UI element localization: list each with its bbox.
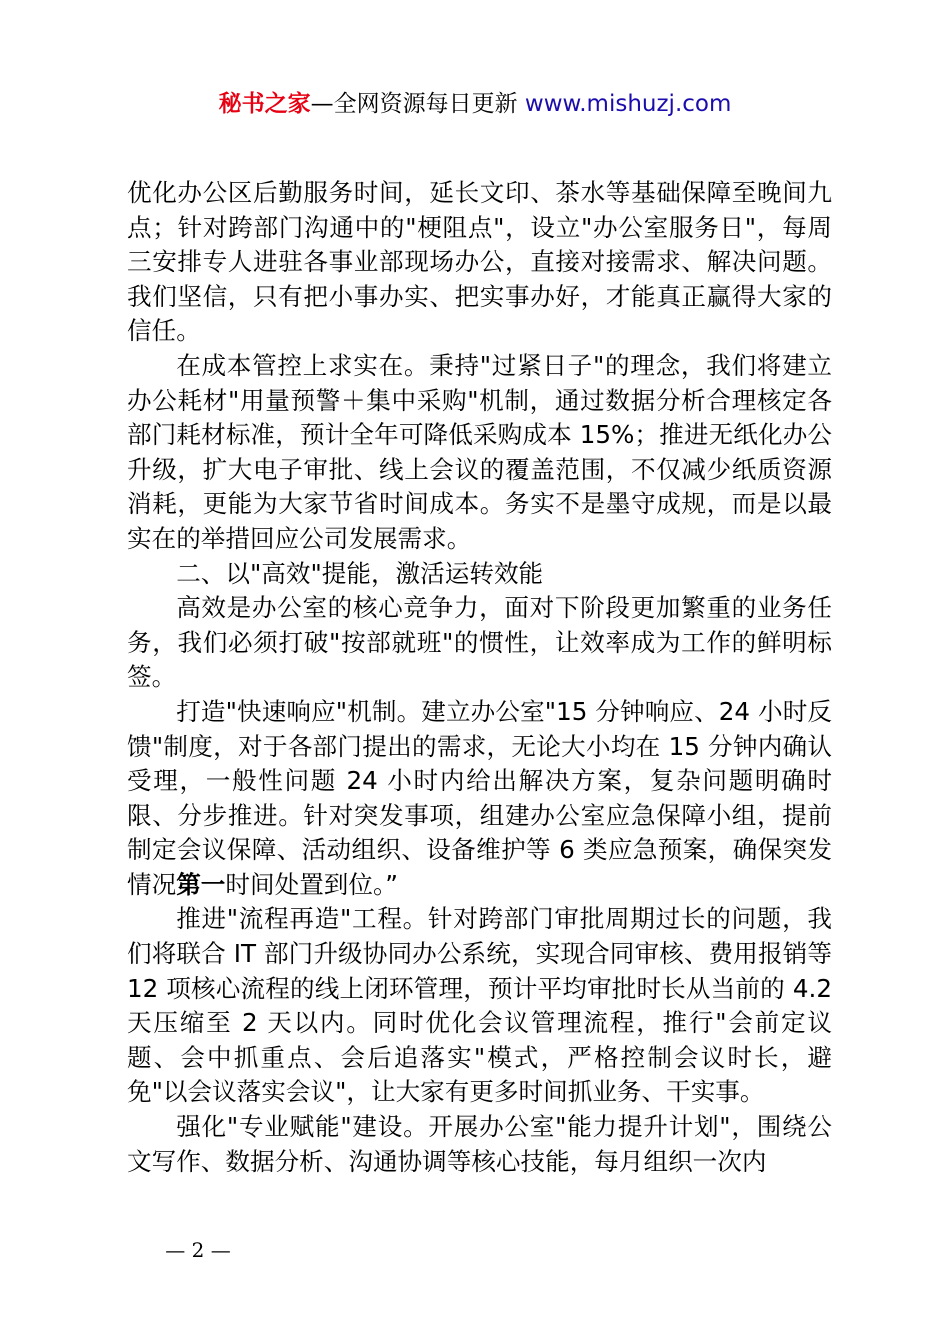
page-number: — 2 — [165,1238,231,1262]
section-heading: 二、以"高效"提能，激活运转效能 [176,558,544,588]
brand-name: 秘书之家 [218,91,311,117]
paragraph-cost-control: 在成本管控上求实在。秉持"过紧日子"的理念，我们将建立办公耗材"用量预警＋集中采购"机制，通过数据分析合理核定各部门耗材标准，预计全年可降低采购成本 15%；推进无纸化办公升级，扩大电子审批、线上会议的覆盖范围，不仅减少纸质资源消耗，更能为大家节省时间成本。务实不是墨守成规，而是以最实在的举措回应公司发展需求。 [127,350,832,553]
document-body [127,176,832,1179]
site-url-link[interactable]: www.mishuzj.com [524,91,732,117]
paragraph-professional-empowerment: 强化"专业赋能"建设。开展办公室"能力提升计划"，围绕公文写作、数据分析、沟通协调等核心技能，每月组织一次内 [127,1112,832,1176]
site-banner [0,88,950,120]
bold-emphasis: 第一 [176,869,226,899]
banner-tagline: —全网资源每日更新 [310,91,518,117]
paragraph-efficiency-intro: 高效是办公室的核心竞争力，面对下阶段更加繁重的业务任务，我们必须打破"按部就班"的惯性，让效率成为工作的鲜明标签。 [127,593,832,692]
paragraph-process-reengineering: 推进"流程再造"工程。针对跨部门审批周期过长的问题，我们将联合 IT 部门升级协同办公系统，实现合同审核、费用报销等 12 项核心流程的线上闭环管理，预计平均审批时长从当前的 4.2 天压缩至 2 天以内。同时优化会议管理流程，推行"会前定议题、会中抓重点、会后追落实"模式，严格控制会议时长，避免"以会议落实会议"，让大家有更多时间抓业务、干实事。 [127,904,832,1107]
paragraph-quick-response [127,695,832,903]
paragraph-continuation: 优化办公区后勤服务时间，延长文印、茶水等基础保障至晚间九点；针对跨部门沟通中的"梗阻点"，设立"办公室服务日"，每周三安排专人进驻各事业部现场办公，直接对接需求、解决问题。我们坚信，只有把小事办实、把实事办好，才能真正赢得大家的信任。 [127,178,832,346]
paragraph-quick-response-text: 打造"快速响应"机制。建立办公室"15 分钟响应、24 小时反馈"制度，对于各部门提出的需求，无论大小均在 15 分钟内确认受理，一般性问题 24 小时内给出解决方案，复杂问题明确时限、分步推进。针对突发事项，组建办公室应急保障小组，提前制定会议保障、活动组织、设备维护等 6 类应急预案，确保突发情况 [127,696,832,899]
paragraph-quick-response-tail: 时间处置到位。” [225,869,399,899]
